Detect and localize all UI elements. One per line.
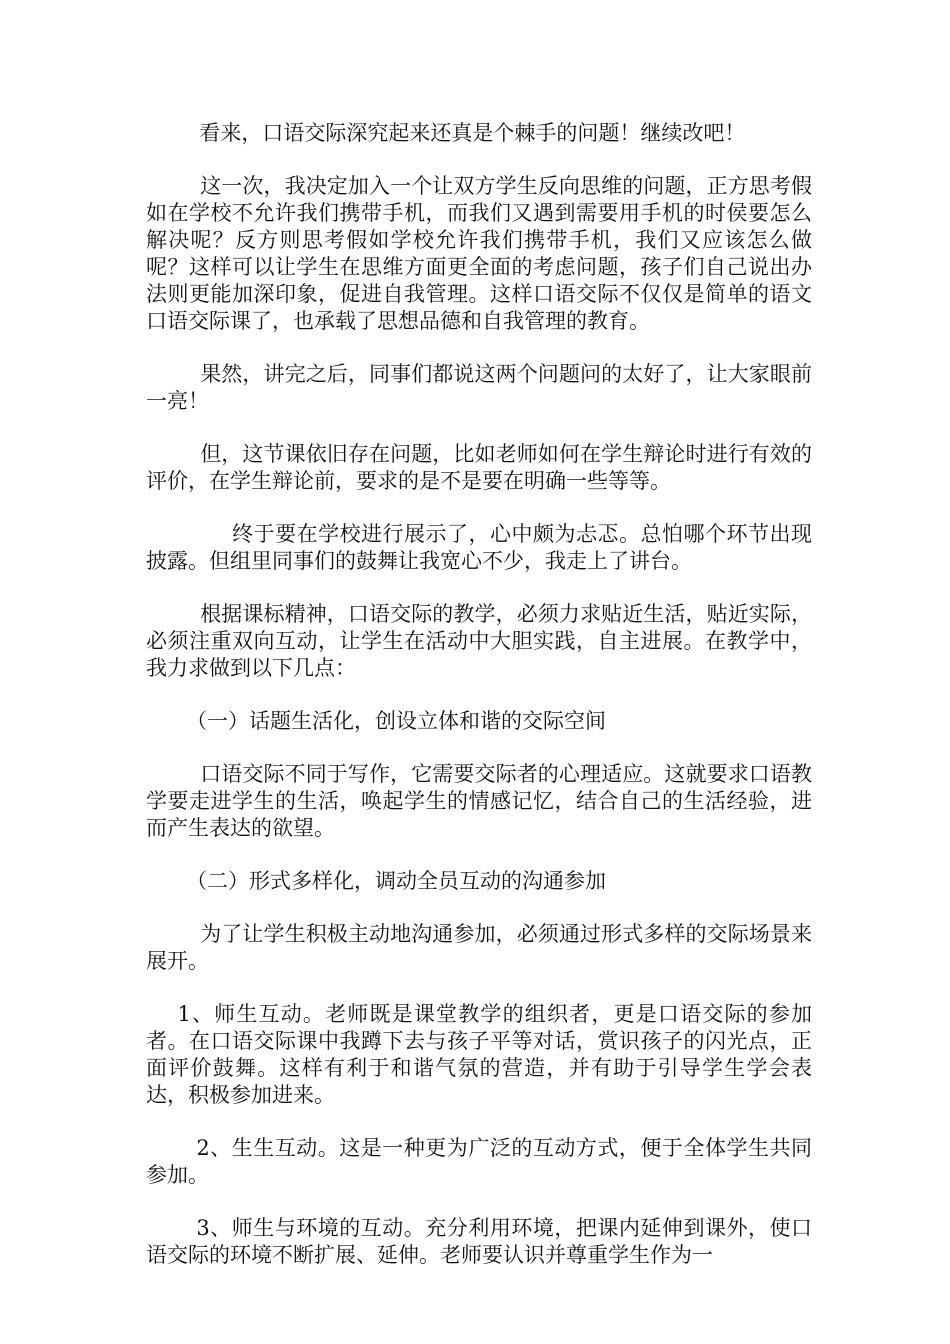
paragraph-6: 根据课标精神，口语交际的教学，必须力求贴近生活，贴近实际，必须注重双向互动，让学生在活动中大胆实践，自主进展。在教学中，我力求做到以下几点： [146, 602, 812, 680]
paragraph-4: 但，这节课依旧存在问题，比如老师如何在学生辩论时进行有效的评价，在学生辩论前，要求的是不是要在明确一些等等。 [146, 442, 812, 493]
list-item-2: 2、生生互动。这是一种更为广泛的互动方式，便于全体学生共同参加。 [146, 1136, 812, 1187]
paragraph-7: 口语交际不同于写作，它需要交际者的心理适应。这就要求口语教学要走进学生的生活，唤起学生的情感记忆，结合自己的生活经验，进而产生表达的欲望。 [146, 762, 812, 840]
section-heading-2: （二）形式多样化，调动全员互动的沟通参加 [146, 869, 607, 893]
paragraph-2: 这一次，我决定加入一个让双方学生反向思维的问题，正方思考假如在学校不允许我们携带手机，而我们又遇到需要用手机的时侯要怎么解决呢？反方则思考假如学校允许我们携带手机，我们又应该怎么做呢？这样可以让学生在思维方面更全面的考虑问题，孩子们自己说出办法则更能加深印象，促进自我管理。这样口语交际不仅仅是简单的语文口语交际课了，也承载了思想品德和自我管理的教育。 [146, 174, 812, 333]
list-item-1: 1、师生互动。老师既是课堂教学的组织者，更是口语交际的参加者。在口语交际课中我蹲下去与孩子平等对话，赏识孩子的闪光点，正面评价鼓舞。这样有利于和谐气氛的营造，并有助于引导学生学会表达，积极参加进来。 [146, 1002, 813, 1107]
paragraph-5: 终于要在学校进行展示了，心中颇为忐忑。总怕哪个环节出现披露。但组里同事们的鼓舞让我宽心不少，我走上了讲台。 [146, 522, 813, 573]
paragraph-3: 果然，讲完之后，同事们都说这两个问题问的太好了，让大家眼前一亮！ [146, 362, 812, 413]
document-body [146, 120, 812, 1269]
list-item-3: 3、师生与环境的互动。充分利用环境，把课内延伸到课外，使口语交际的环境不断扩展、延伸。老师要认识并尊重学生作为一 [146, 1216, 812, 1267]
section-heading-1: （一）话题生活化，创设立体和谐的交际空间 [146, 709, 607, 733]
paragraph-1: 看来，口语交际深究起来还真是个棘手的问题！继续改吧！ [146, 121, 746, 145]
paragraph-8: 为了让学生积极主动地沟通参加，必须通过形式多样的交际场景来展开。 [146, 922, 812, 973]
